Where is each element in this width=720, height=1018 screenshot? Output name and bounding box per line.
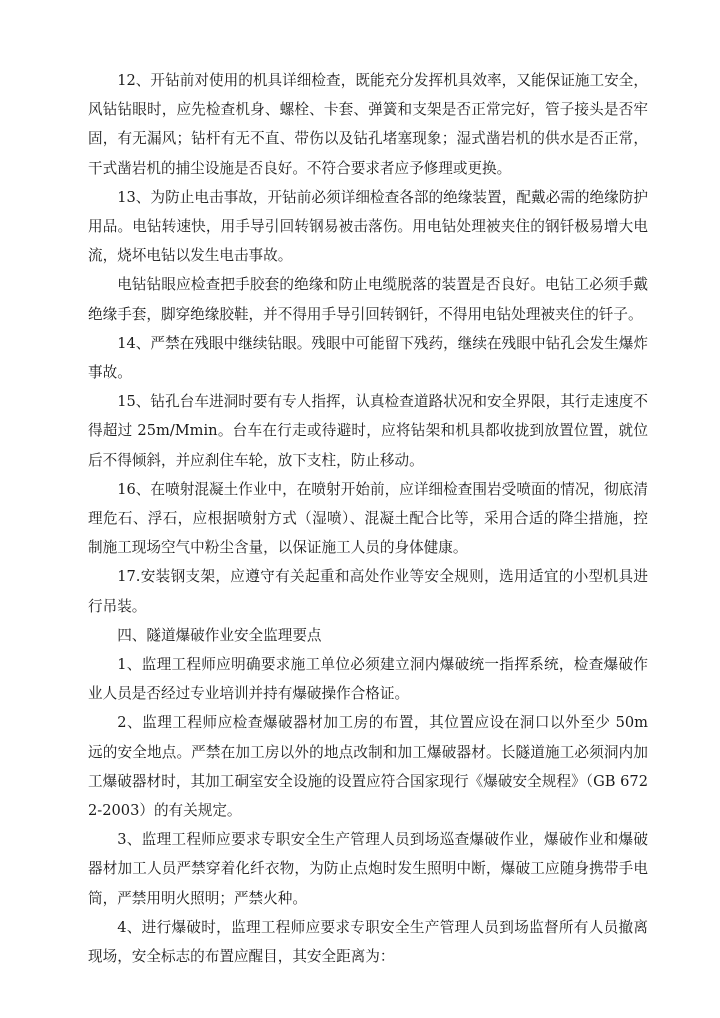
paragraph-item-12-drilling-inspection: 12、开钻前对使用的机具详细检查，既能充分发挥机具效率，又能保证施工安全，风钻钻眼时，应先检查机身、螺栓、卡套、弹簧和支架是否正常完好，管子接头是否牢固，有无漏风；钻杆有无不直、带伤以及钻孔堵塞现象；湿式凿岩机的供水是否正常，干式凿岩机的捕尘设施是否良好。不符合要求者应予修理或更换。 bbox=[88, 72, 648, 177]
paragraph-item-16-shotcrete: 16、在喷射混凝土作业中，在喷射开始前，应详细检查围岩受喷面的情况，彻底清理危石、浮石，应根据喷射方式（湿喷）、混凝土配合比等，采用合适的降尘措施，控制施工现场空气中粉尘含量，以保证施工人员的身体健康。 bbox=[88, 480, 648, 557]
paragraph-item-14-residual-holes: 14、严禁在残眼中继续钻眼。残眼中可能留下残药，继续在残眼中钻孔会发生爆炸事故。 bbox=[88, 334, 648, 382]
paragraph-blasting-1-command-system: 1、监理工程师应明确要求施工单位必须建立洞内爆破统一指挥系统，检查爆破作业人员是否经过专业培训并持有爆破操作合格证。 bbox=[88, 656, 648, 703]
paragraph-blasting-3-inspection: 3、监理工程师应要求专职安全生产管理人员到场巡查爆破作业，爆破作业和爆破器材加工人员严禁穿着化纤衣物，为防止点炮时发生照明中断，爆破工应随身携带手电筒，严禁用明火照明；严禁火种。 bbox=[88, 831, 648, 907]
document-page bbox=[88, 66, 648, 971]
paragraph-blasting-2-processing-room: 2、监理工程师应检查爆破器材加工房的布置，其位置应设在洞口以外至少 50m 远的安全地点。严禁在加工房以外的地点改制和加工爆破器材。长隧道施工必须洞内加工爆破器材时，其加工硐室安全设施的设置应符合国家现行《爆破安全规程》（GB 6722-2003）的有关规定。 bbox=[88, 714, 648, 820]
paragraph-blasting-4-evacuation: 4、进行爆破时，监理工程师应要求专职安全生产管理人员到场监督所有人员撤离现场，安全标志的布置应醒目，其安全距离为： bbox=[88, 918, 648, 966]
section-heading-blasting-supervision: 四、隧道爆破作业安全监理要点 bbox=[117, 626, 322, 644]
paragraph-item-13-electric-shock: 13、为防止电击事故，开钻前必须详细检查各部的绝缘装置，配戴必需的绝缘防护用品。电钻转速快，用手导引回转钢易被击落伤。用电钻处理被夹住的钢钎极易增大电流，烧坏电钻以发生电击事故。 bbox=[88, 188, 648, 265]
paragraph-electric-drill-insulation: 电钻钻眼应检查把手胶套的绝缘和防止电缆脱落的装置是否良好。电钻工必须手戴绝缘手套，脚穿绝缘胶鞋，并不得用手导引回转钢钎，不得用电钻处理被夹住的钎子。 bbox=[88, 276, 648, 323]
paragraph-item-15-drill-jumbo: 15、钻孔台车进洞时要有专人指挥，认真检查道路状况和安全界限，其行走速度不得超过 25m/Mmin。台车在行走或待避时，应将钻架和机具都收拢到放置位置，就位后不得倾斜，并应刹住车轮，放下支柱，防止移动。 bbox=[88, 393, 648, 469]
paragraph-item-17-steel-support: 17.安装钢支架，应遵守有关起重和高处作业等安全规则，选用适宜的小型机具进行吊装。 bbox=[88, 568, 648, 615]
